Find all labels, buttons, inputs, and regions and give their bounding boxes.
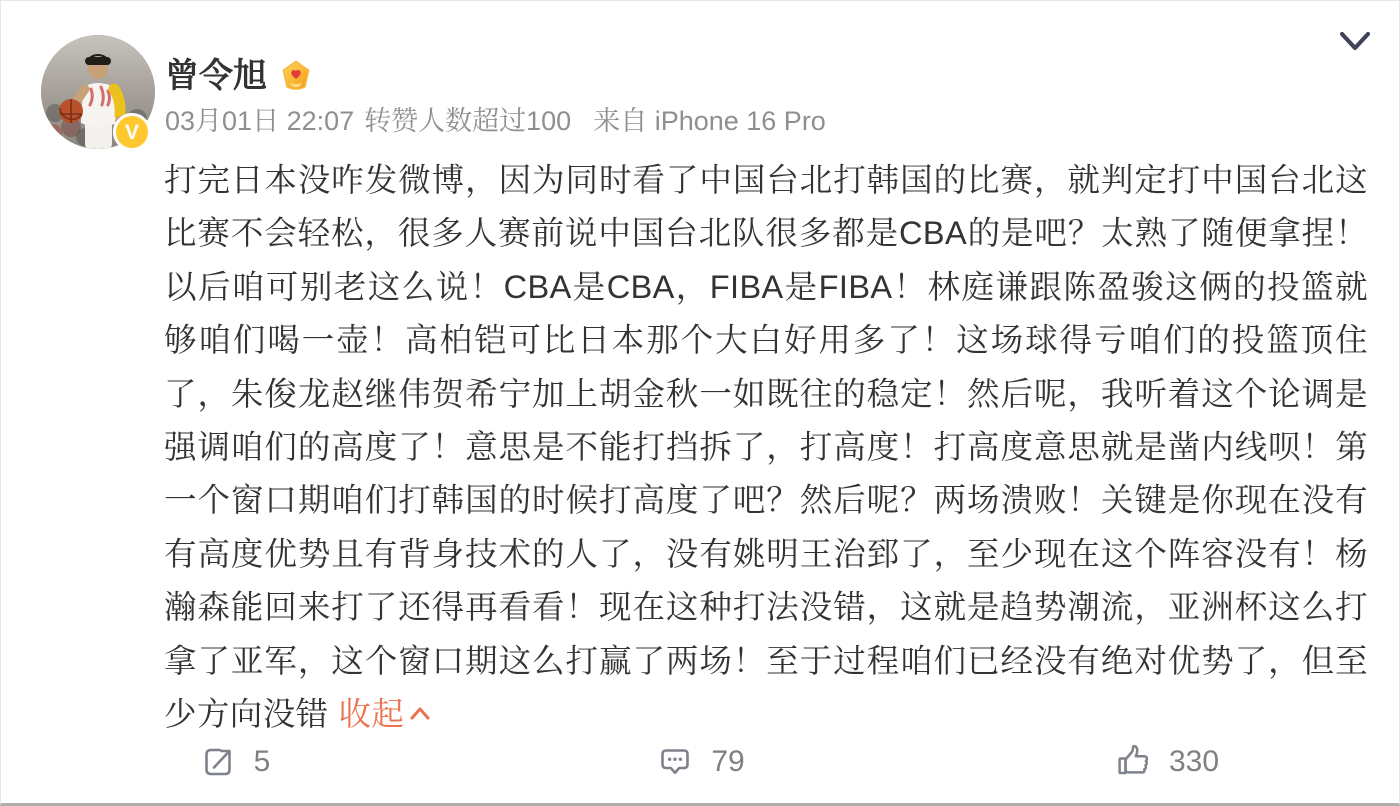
like-count: 330: [1168, 745, 1220, 778]
repost-icon: [198, 742, 238, 782]
verified-badge-icon: [113, 113, 151, 151]
collapse-label: 收起: [338, 696, 405, 733]
repost-button[interactable]: [1, 742, 467, 782]
post-header: [165, 57, 826, 136]
action-bar: [1, 733, 1399, 791]
chevron-up-icon: [408, 705, 432, 722]
vip-badge-icon[interactable]: [279, 59, 313, 93]
author-name[interactable]: 曾令旭: [165, 57, 267, 95]
repost-count: 5: [253, 745, 271, 778]
comment-button[interactable]: [467, 742, 933, 782]
collapse-link[interactable]: [339, 696, 433, 732]
post-timestamp: 03月01日 22:07: [165, 106, 355, 136]
post-text: 打完日本没咋发微博，因为同时看了中国台北打韩国的比赛，就判定打中国台北这比赛不会轻松，很多人赛前说中国台北队很多都是CBA的是吧？太熟了随便拿捏！以后咱可别老这么说！CBA是CBA，FIBA是FIBA！林庭谦跟陈盈骏这俩的投篮就够咱们喝一壶！高柏铠可比日本那个大白好用多了！这场球得亏咱们的投篮顶住了，朱俊龙赵继伟贺希宁加上胡金秋一如既往的稳定！然后呢，我听着这个论调是强调咱们的高度了！意思是不能打挡拆了，打高度！打高度意思就是凿内线呗！第一个窗口期咱们打韩国的时候打高度了吧？然后呢？两场溃败！关键是你现在没有有高度优势且有背身技术的人了，没有姚明王治郅了，至少现在这个阵容没有！杨瀚森能回来打了还得再看看！现在这种打法没错，这就是趋势潮流，亚洲杯这么打拿了亚军，这个窗口期这么打赢了两场！至于过程咱们已经没有绝对优势了，但至少方向没错: [164, 162, 1368, 733]
post-content: [164, 154, 1368, 741]
post-meta: [165, 106, 826, 136]
repost-note[interactable]: 转赞人数超过100: [364, 106, 572, 136]
comment-icon: [655, 742, 695, 782]
like-button[interactable]: [933, 742, 1399, 782]
like-icon: [1113, 742, 1153, 782]
chevron-down-icon[interactable]: [1335, 27, 1375, 57]
verified-letter: V: [124, 120, 139, 144]
post-source[interactable]: 来自 iPhone 16 Pro: [593, 106, 826, 136]
comment-count: 79: [711, 745, 745, 778]
